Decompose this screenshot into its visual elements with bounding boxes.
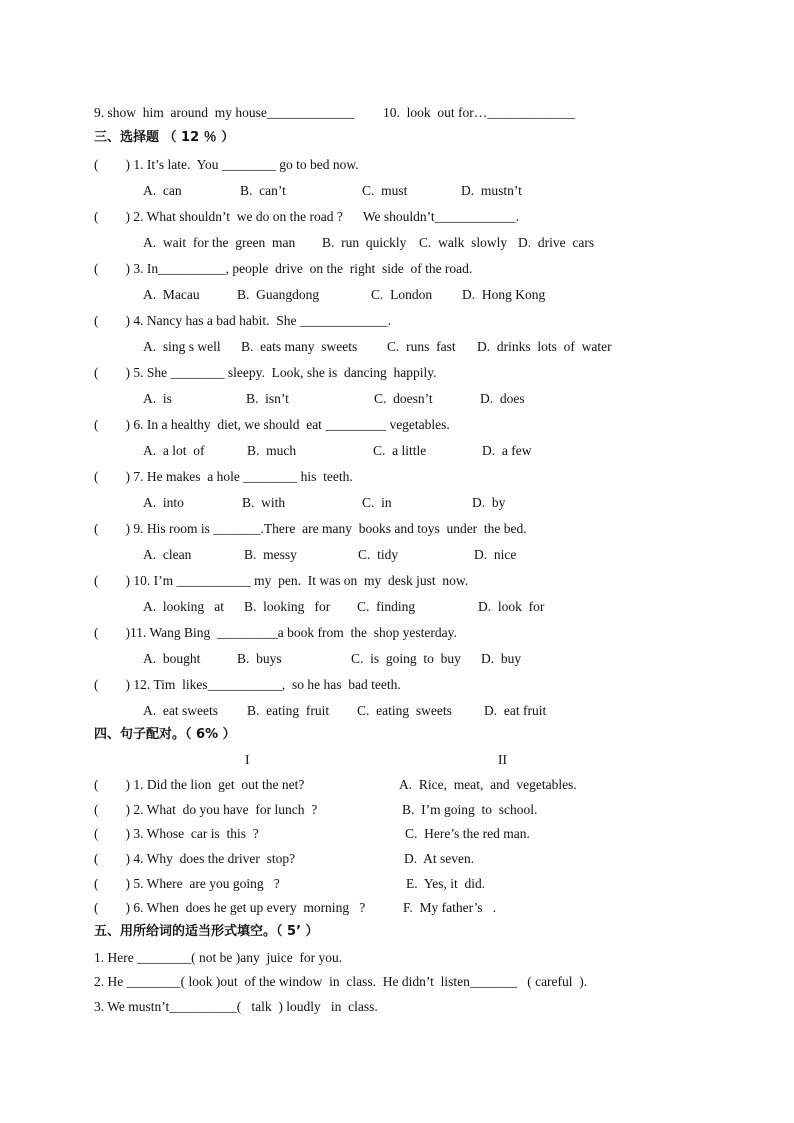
q12-stem: ( ) 12. Tim likes___________, so he has bad teeth.: [94, 677, 401, 692]
q3-option-c: C. London: [371, 287, 433, 302]
q1-stem: ( ) 1. It’s late. You ________ go to bed now.: [94, 157, 359, 172]
match-right-1: A. Rice, meat, and vegetables.: [399, 777, 577, 792]
q5-stem: ( ) 5. She ________ sleepy. Look, she is dancing happily.: [94, 365, 437, 380]
q12-option-a: A. eat sweets: [143, 703, 218, 718]
q11-stem: ( )11. Wang Bing _________a book from the shop yesterday.: [94, 625, 457, 640]
q4-option-a: A. sing s well: [143, 339, 221, 354]
q11-option-b: B. buys: [237, 651, 282, 666]
q5-option-b: B. isn’t: [246, 391, 289, 406]
match-left-3: ( ) 3. Whose car is this ?: [94, 826, 259, 841]
q5-option-d: D. does: [480, 391, 525, 406]
q1-option-b: B. can’t: [240, 183, 286, 198]
q1-option-c: C. must: [362, 183, 408, 198]
q2-option-b: B. run quickly: [322, 235, 407, 250]
q12-option-c: C. eating sweets: [357, 703, 452, 718]
q10-option-b: B. looking for: [244, 599, 331, 614]
q12-option-b: B. eating fruit: [247, 703, 330, 718]
q1-option-d: D. mustn’t: [461, 183, 522, 198]
q7-option-a: A. into: [143, 495, 184, 510]
q3-option-d: D. Hong Kong: [462, 287, 546, 302]
match-left-6: ( ) 6. When does he get up every morning ?: [94, 900, 366, 915]
q2-option-a: A. wait for the green man: [143, 235, 296, 250]
fill-line-1: 1. Here ________( not be )any juice for you.: [94, 950, 343, 965]
q6-option-a: A. a lot of: [143, 443, 205, 458]
q11-option-d: D. buy: [481, 651, 522, 666]
section-3-title: 三、选择题 （ 12 ％ ）: [94, 130, 235, 145]
match-right-5: E. Yes, it did.: [406, 876, 486, 891]
match-left-1: ( ) 1. Did the lion get out the net?: [94, 777, 305, 792]
fill-line-2: 2. He ________( look )out of the window in class. He didn’t listen_______ ( careful ).: [94, 974, 588, 989]
q1-option-a: A. can: [143, 183, 182, 198]
q9-option-a: A. clean: [143, 547, 192, 562]
match-right-6: F. My father’s .: [403, 900, 497, 915]
q3-option-a: A. Macau: [143, 287, 200, 302]
q9-option-c: C. tidy: [358, 547, 399, 562]
column-2-header: II: [498, 752, 507, 767]
q3-option-b: B. Guangdong: [237, 287, 320, 302]
q7-option-b: B. with: [242, 495, 286, 510]
q4-option-b: B. eats many sweets: [241, 339, 358, 354]
q10-option-a: A. looking at: [143, 599, 224, 614]
q9-stem: ( ) 9. His room is _______.There are many books and toys under the bed.: [94, 521, 527, 536]
q9-option-b: B. messy: [244, 547, 297, 562]
q10-option-d: D. look for: [478, 599, 545, 614]
q9-text: 9. show him around my house_____________: [94, 105, 355, 120]
q6-option-b: B. much: [247, 443, 297, 458]
q5-option-a: A. is: [143, 391, 172, 406]
q4-option-c: C. runs fast: [387, 339, 456, 354]
q11-option-c: C. is going to buy: [351, 651, 461, 666]
q12-option-d: D. eat fruit: [484, 703, 547, 718]
q2-option-c: C. walk slowly: [419, 235, 508, 250]
q4-option-d: D. drinks lots of water: [477, 339, 612, 354]
q6-stem: ( ) 6. In a healthy diet, we should eat _________ vegetables.: [94, 417, 450, 432]
match-right-4: D. At seven.: [404, 851, 475, 866]
q7-option-c: C. in: [362, 495, 392, 510]
match-left-4: ( ) 4. Why does the driver stop?: [94, 851, 296, 866]
match-right-2: B. I’m going to school.: [402, 802, 538, 817]
q2-option-d: D. drive cars: [518, 235, 595, 250]
match-left-5: ( ) 5. Where are you going ?: [94, 876, 280, 891]
q10-text: 10. look out for…_____________: [383, 105, 575, 120]
section-5-title: 五、用所给词的适当形式填空。（ 5’ ）: [94, 924, 319, 939]
q3-stem: ( ) 3. In__________, people drive on the right side of the road.: [94, 261, 473, 276]
match-left-2: ( ) 2. What do you have for lunch ?: [94, 802, 318, 817]
q6-option-c: C. a little: [373, 443, 427, 458]
q11-option-a: A. bought: [143, 651, 201, 666]
section-4-title: 四、句子配对。（ 6% ）: [94, 727, 236, 742]
q7-option-d: D. by: [472, 495, 506, 510]
q10-stem: ( ) 10. I’m ___________ my pen. It was on my desk just now.: [94, 573, 469, 588]
fill-line-3: 3. We mustn’t__________( talk ) loudly in class.: [94, 999, 378, 1014]
q6-option-d: D. a few: [482, 443, 532, 458]
q2-stem: ( ) 2. What shouldn’t we do on the road ? We shouldn’t____________.: [94, 209, 519, 224]
q4-stem: ( ) 4. Nancy has a bad habit. She _____________.: [94, 313, 391, 328]
q5-option-c: C. doesn’t: [374, 391, 433, 406]
q10-option-c: C. finding: [357, 599, 416, 614]
match-right-3: C. Here’s the red man.: [405, 826, 530, 841]
q9-option-d: D. nice: [474, 547, 517, 562]
q7-stem: ( ) 7. He makes a hole ________ his teeth.: [94, 469, 353, 484]
column-1-header: I: [245, 752, 250, 767]
